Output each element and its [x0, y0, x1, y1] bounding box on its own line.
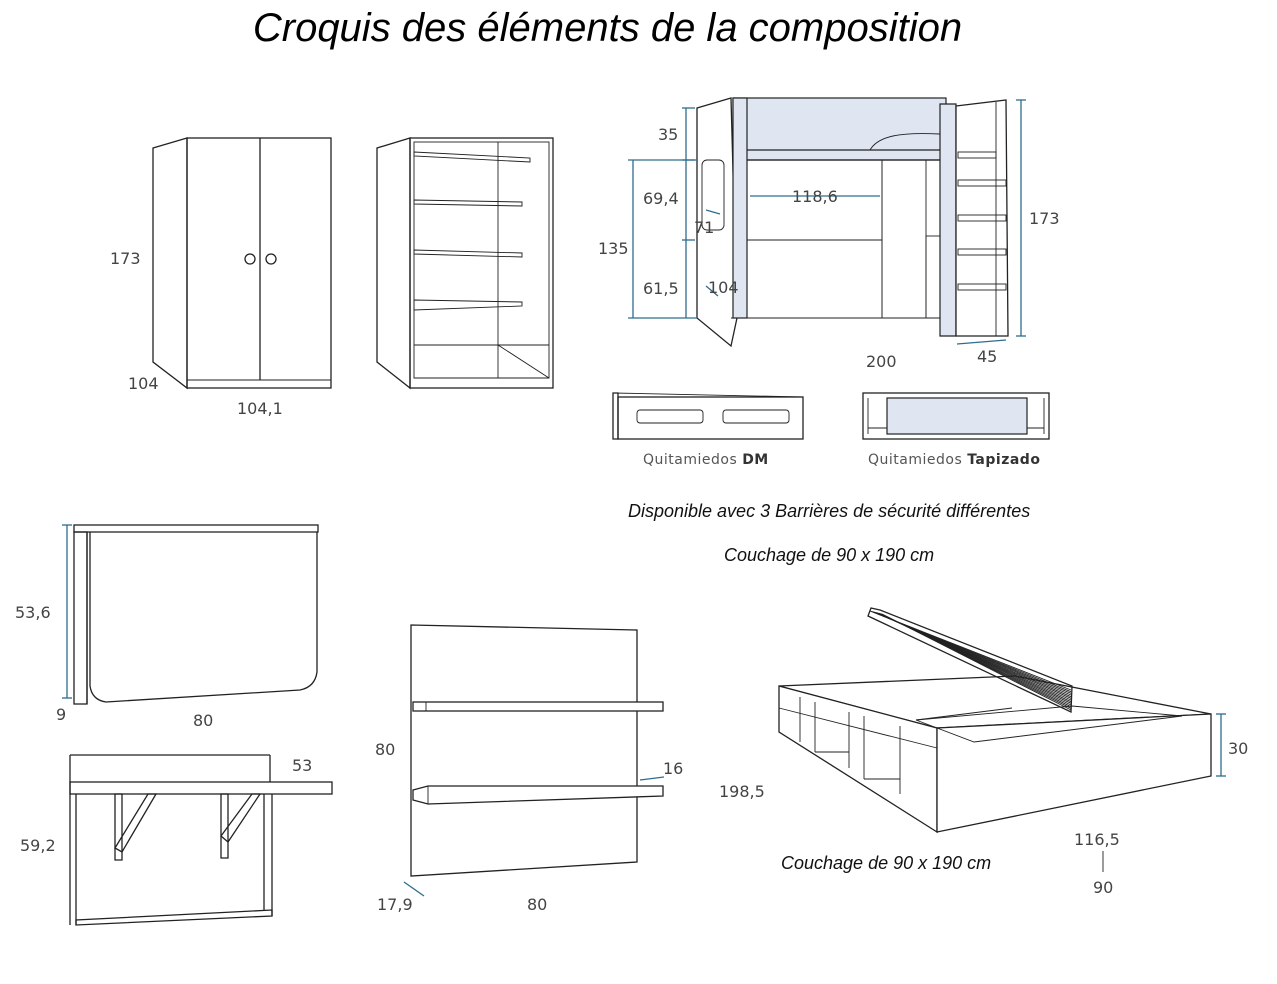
desk-width-label: 53	[292, 756, 313, 775]
svg-text:Quitamiedos Tapizado	[868, 452, 1040, 468]
sleeping-note-top: Couchage de 90 x 190 cm	[724, 545, 935, 565]
storage-bed-height-label: 30	[1228, 739, 1249, 758]
fold-desk-width-label: 80	[193, 711, 214, 730]
loft-upper-label: 69,4	[643, 189, 679, 208]
guard-upholstered-prefix: Quitamiedos	[868, 452, 968, 468]
fold-desk-depth-label: 9	[56, 705, 67, 724]
fold-desk-height-label: 53,6	[15, 603, 51, 622]
loft-length-label: 200	[866, 352, 897, 371]
storage-bed-length-label: 198,5	[719, 782, 765, 801]
desk-height-label: 59,2	[20, 836, 56, 855]
wardrobe-drawing	[110, 138, 331, 418]
shelf-panel-width-label: 80	[527, 895, 548, 914]
loft-inner-width-label: 118,6	[792, 187, 838, 206]
shelf-thickness-label: 16	[663, 759, 684, 778]
open-shelf-drawing	[377, 138, 553, 388]
loft-top-label: 35	[658, 125, 679, 144]
loft-lower-label: 61,5	[643, 279, 679, 298]
guard-dm-prefix: Quitamiedos	[643, 452, 743, 468]
barriers-note: Disponible avec 3 Barrières de sécurité différentes	[628, 501, 1031, 521]
storage-bed-outer-width-label: 116,5	[1074, 830, 1120, 849]
loft-ladder-depth-label: 45	[977, 347, 998, 366]
guard-upholstered-type: Tapizado	[967, 452, 1041, 468]
loft-total-left-label: 135	[598, 239, 629, 258]
guard-dm-type: DM	[742, 452, 769, 468]
fold-desk-drawing	[15, 525, 318, 730]
loft-door2-label: 104	[708, 278, 739, 297]
guard-dm-drawing	[613, 393, 803, 468]
loft-height-right-label: 173	[1029, 209, 1060, 228]
page-title: Croquis des éléments de la composition	[252, 6, 963, 50]
svg-text:Quitamiedos DM	[643, 452, 769, 468]
wardrobe-width-label: 104,1	[237, 399, 283, 418]
shelf-panel-depth-label: 17,9	[377, 895, 413, 914]
storage-bed-inner-width-label: 90	[1093, 878, 1114, 897]
wardrobe-depth-label: 104	[128, 374, 159, 393]
loft-bed-drawing	[598, 98, 1060, 371]
loft-door1-label: 71	[694, 218, 715, 237]
wardrobe-height-label: 173	[110, 249, 141, 268]
shelf-panel-drawing	[375, 625, 683, 914]
desk-drawing	[20, 755, 332, 925]
bed-slat	[882, 614, 1071, 710]
sleeping-note-bottom: Couchage de 90 x 190 cm	[781, 853, 992, 873]
guard-upholstered-drawing	[863, 393, 1049, 468]
shelf-panel-height-label: 80	[375, 740, 396, 759]
